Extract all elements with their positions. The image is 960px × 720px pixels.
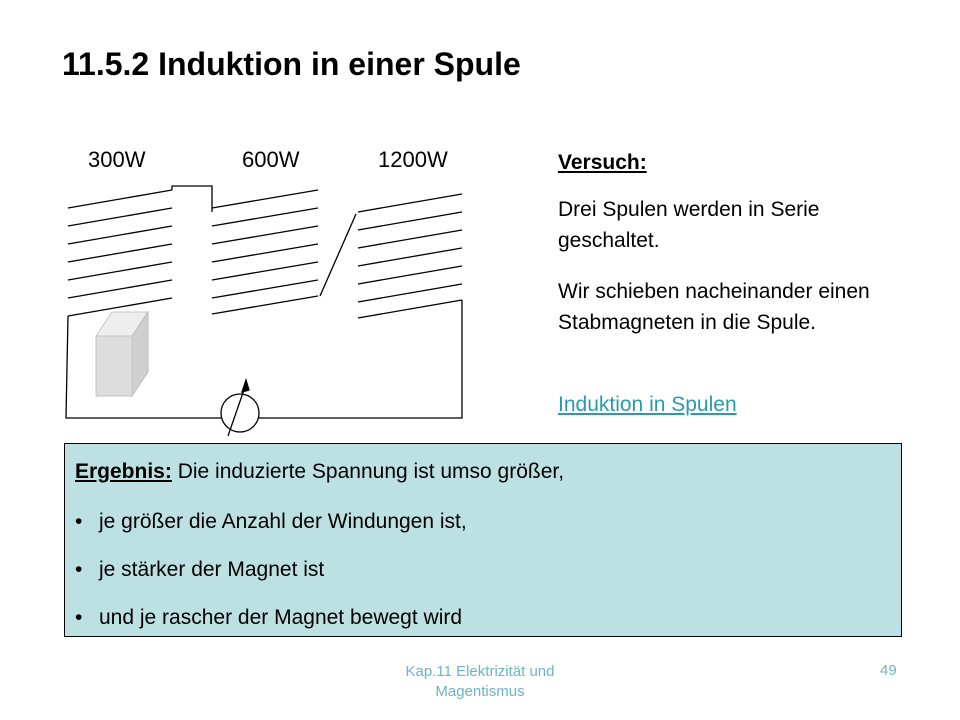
- wire-coil1-coil2: [172, 186, 212, 212]
- coil-label-600: 600W: [242, 147, 300, 172]
- result-label: Ergebnis:: [75, 460, 172, 483]
- result-box: [64, 443, 902, 637]
- coil-label-300: 300W: [88, 147, 146, 172]
- experiment-paragraph-1: Drei Spulen werden in Serie geschaltet.: [558, 198, 820, 252]
- coil-1200-windings: [358, 194, 462, 318]
- bullet-icon: •: [75, 558, 83, 581]
- experiment-heading: Versuch:: [558, 151, 647, 174]
- result-bullet-text: und je rascher der Magnet bewegt wird: [99, 606, 463, 629]
- result-bullet-text: je stärker der Magnet ist: [99, 558, 325, 581]
- footer-chapter: Kap.11 Elektrizität und Magentismus: [405, 663, 555, 700]
- result-intro: [75, 460, 564, 484]
- bullet-icon: •: [75, 510, 83, 533]
- page-number: 49: [880, 662, 897, 679]
- bar-magnet-icon: [96, 312, 148, 396]
- result-bullet: [75, 606, 462, 630]
- result-bullet: [75, 510, 467, 534]
- galvanometer-icon: [221, 380, 259, 436]
- coil-300-windings: [68, 190, 172, 316]
- slide-title: 11.5.2 Induktion in einer Spule: [62, 46, 521, 82]
- wire-coil2-coil3: [320, 214, 356, 296]
- coil-label-1200: 1200W: [378, 147, 448, 172]
- result-bullet: [75, 558, 324, 582]
- coil-600-windings: [212, 190, 318, 314]
- bullet-icon: •: [75, 606, 83, 629]
- induction-link[interactable]: Induktion in Spulen: [558, 393, 737, 416]
- experiment-paragraph-2: Wir schieben nacheinander einen Stabmagneten in die Spule.: [558, 280, 870, 334]
- coil-circuit-diagram: [0, 0, 560, 445]
- result-bullet-text: je größer die Anzahl der Windungen ist,: [99, 510, 467, 533]
- result-intro-text: Die induzierte Spannung ist umso größer,: [171, 460, 565, 483]
